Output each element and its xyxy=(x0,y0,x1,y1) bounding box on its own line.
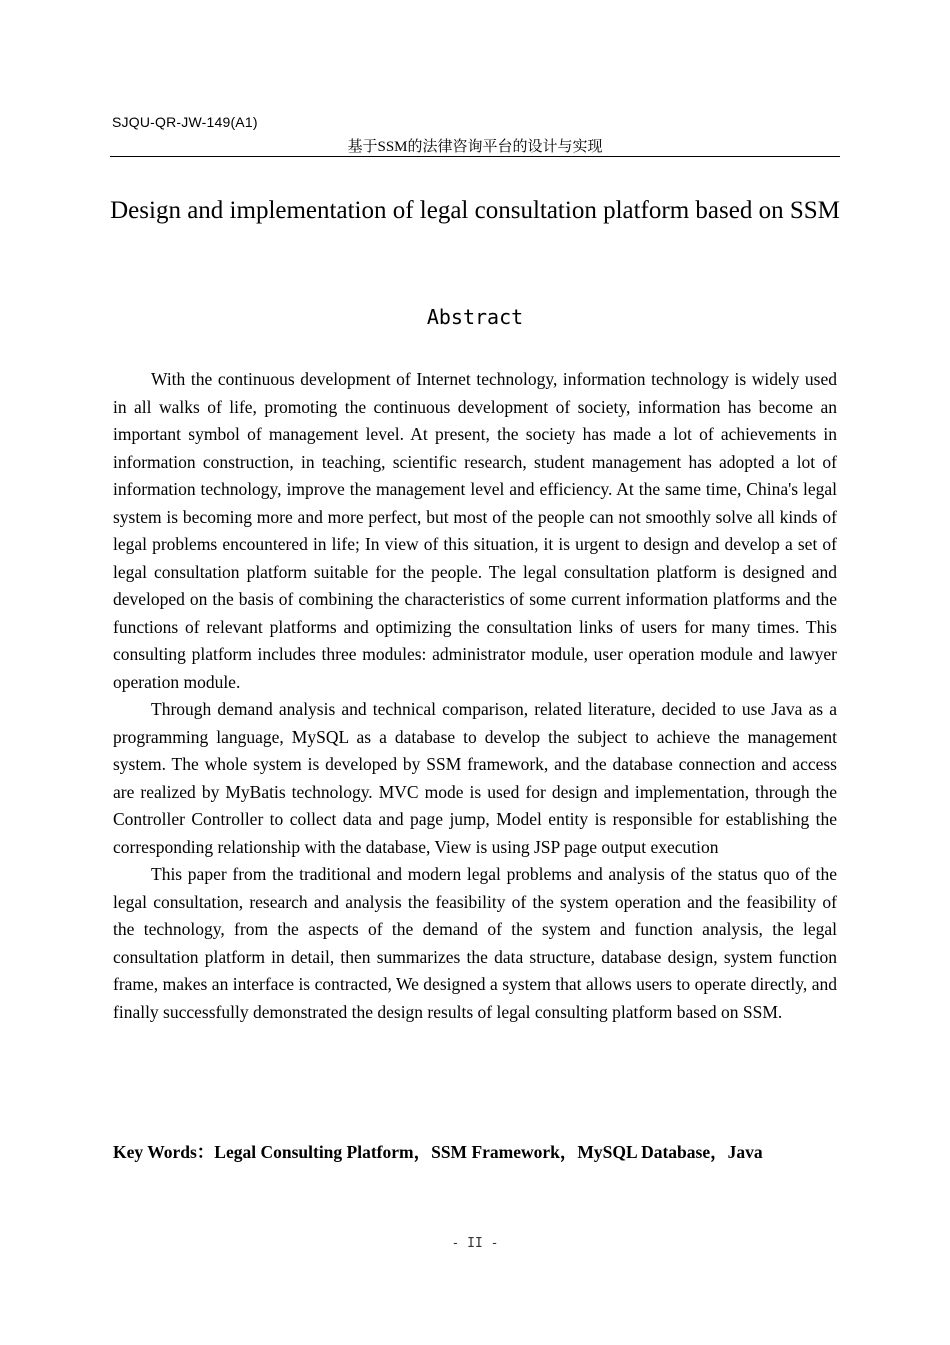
abstract-paragraph: With the continuous development of Internet technology, information technology is widely used in all walks of life, promoting the continuous development of society, information has become an important symbol of management level. At present, the society has made a lot of achievements in information construction, in teaching, scientific research, student management has adopted a lot of information technology, improve the management level and efficiency. At the same time, China's legal system is becoming more and more perfect, but most of the people can not smoothly solve all kinds of legal problems encountered in life; In view of this situation, it is urgent to design and develop a set of legal consultation platform suitable for the people. The legal consultation platform is designed and developed on the basis of combining the characteristics of some current information platforms and the functions of relevant platforms and optimizing the consultation links of users for many times. This consulting platform includes three modules: administrator module, user operation module and lawyer operation module. xyxy=(113,369,837,692)
paper-title: Design and implementation of legal consultation platform based on SSM xyxy=(110,197,840,224)
abstract-paragraph: Through demand analysis and technical comparison, related literature, decided to use Java as a programming language, MySQL as a database to develop the subject to achieve the management system. The whole system is developed by SSM framework, and the database connection and access are realized by MyBatis technology. MVC mode is used for design and implementation, through the Controller Controller to collect data and page jump, Model entity is responsible for establishing the corresponding relationship with the database, View is using JSP page output execution xyxy=(113,699,837,857)
document-code: SJQU-QR-JW-149(A1) xyxy=(112,114,258,130)
running-header-title: 基于SSM的法律咨询平台的设计与实现 xyxy=(347,139,603,155)
page-number: - II - xyxy=(451,1236,499,1251)
abstract-body xyxy=(113,366,837,1026)
keywords-line: Key Words：Legal Consulting Platform，SSM Framework，MySQL Database，Java xyxy=(113,1142,763,1162)
abstract-paragraph: This paper from the traditional and modern legal problems and analysis of the status quo of the legal consultation, research and analysis the feasibility of the system operation and the feasibility of the technology, from the aspects of the demand of the system and function analysis, the legal consultation platform in detail, then summarizes the data structure, database design, system function frame, makes an interface is contracted, We designed a system that allows users to operate directly, and finally successfully demonstrated the design results of legal consulting platform based on SSM. xyxy=(113,864,837,1022)
abstract-heading: Abstract xyxy=(426,305,524,329)
header-divider xyxy=(110,156,840,157)
